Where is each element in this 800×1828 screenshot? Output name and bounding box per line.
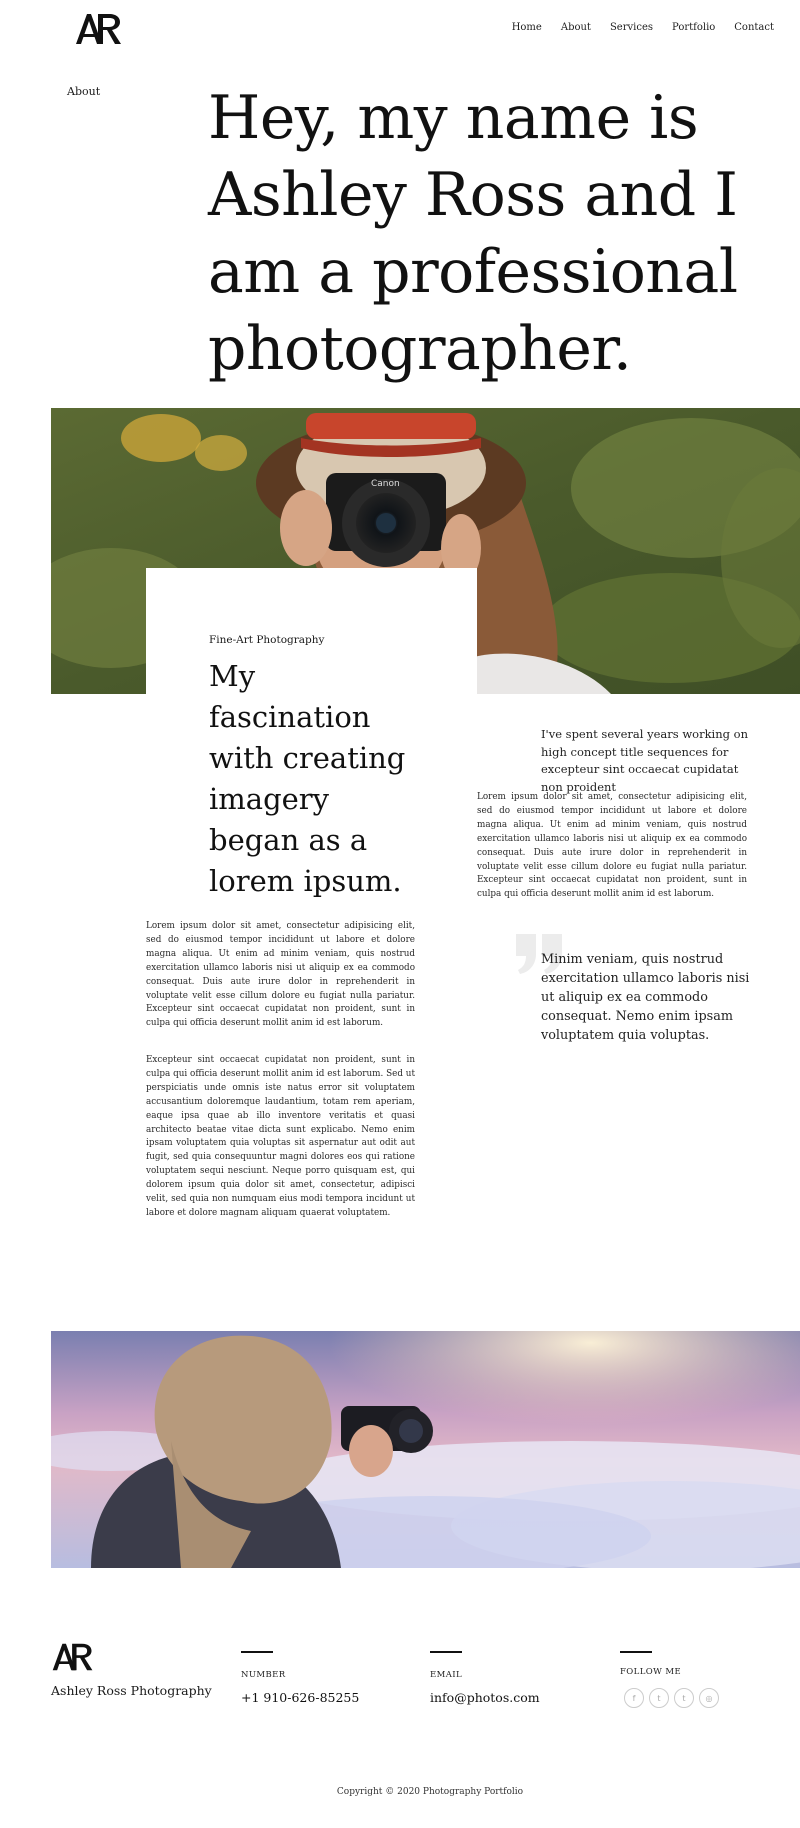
nav-home[interactable]: Home bbox=[511, 22, 542, 33]
footer-divider bbox=[241, 1651, 273, 1653]
footer-divider bbox=[430, 1651, 462, 1653]
logo[interactable] bbox=[76, 12, 122, 46]
footer-logo[interactable] bbox=[51, 1642, 95, 1672]
section-label: About bbox=[67, 85, 101, 98]
social-links bbox=[624, 1688, 719, 1708]
facebook-icon[interactable]: f bbox=[624, 1688, 644, 1708]
follow-label: FOLLOW ME bbox=[620, 1667, 682, 1677]
footer-divider bbox=[620, 1651, 652, 1653]
email-label: EMAIL bbox=[430, 1670, 463, 1680]
main-nav bbox=[512, 22, 774, 33]
nav-services[interactable]: Services bbox=[609, 22, 653, 33]
eyebrow: Fine-Art Photography bbox=[209, 634, 325, 646]
right-paragraph: Lorem ipsum dolor sit amet, consectetur adipisicing elit, sed do eiusmod tempor incididunt ut labore et dolore magna aliqua. Ut enim ad minim veniam, quis nostrud exercitation ullamco laboris nisi ut aliquip ex ea commodo consequat. Duis aute irure dolor in reprehenderit in voluptate velit esse cillum dolore eu fugiat nulla pariatur. Excepteur sint occaecat cupidatat non proident, sunt in culpa qui officia deserunt mollit anim id est laborum. bbox=[477, 792, 747, 900]
hero-title: Hey, my name is Ashley Ross and I am a professional photographer. bbox=[208, 83, 738, 384]
svg-text:Canon: Canon bbox=[371, 479, 400, 489]
phone-number[interactable]: +1 910-626-85255 bbox=[241, 1690, 360, 1705]
subheading: My fascination with creating imagery began as a lorem ipsum. bbox=[209, 659, 406, 898]
nav-contact[interactable]: Contact bbox=[734, 22, 774, 33]
lead-text: I've spent several years working on high concept title sequences for excepteur sint occaecat cupidatat non proident bbox=[541, 727, 748, 794]
nav-portfolio[interactable]: Portfolio bbox=[672, 22, 716, 33]
copyright: Copyright © 2020 Photography Portfolio bbox=[336, 1787, 524, 1797]
tumblr-icon[interactable]: t bbox=[674, 1688, 694, 1708]
twitter-icon[interactable]: t bbox=[649, 1688, 669, 1708]
body-paragraph-1: Lorem ipsum dolor sit amet, consectetur adipisicing elit, sed do eiusmod tempor incididunt ut labore et dolore magna aliqua. Ut enim ad minim veniam, quis nostrud exercitation ullamco laboris nisi ut aliquip ex ea commodo consequat. Duis aute irure dolor in reprehenderit in voluptate velit esse cillum dolore eu fugiat nulla pariatur. Excepteur sint occaecat cupidatat non proident, sunt in culpa qui officia deserunt mollit anim id est laborum. bbox=[146, 921, 415, 1029]
pull-quote: Minim veniam, quis nostrud exercitation ullamco laboris nisi ut aliquip ex ea commodo consequat. Nemo enim ipsam voluptatem quia voluptas. bbox=[541, 952, 750, 1043]
footer-brand: Ashley Ross Photography bbox=[51, 1683, 212, 1698]
clouds-photo bbox=[51, 1331, 800, 1568]
email-address[interactable]: info@photos.com bbox=[430, 1690, 540, 1705]
body-paragraph-2: Excepteur sint occaecat cupidatat non proident, sunt in culpa qui officia deserunt mollit anim id est laborum. Sed ut perspiciatis unde omnis iste natus error sit voluptatem accusantium doloremque laudantium, totam rem aperiam, eaque ipsa quae ab illo inventore veritatis et quasi architecto beatae vitae dicta sunt explicabo. Nemo enim ipsam voluptatem quia voluptas sit aspernatur aut odit aut fugit, sed quia consequuntur magni dolores eos qui ratione voluptatem sequi nesciunt. Neque porro quisquam est, qui dolorem ipsum quia dolor sit amet, consectetur, adipisci velit, sed quia non numquam eius modi tempora incidunt ut labore et dolore magnam aliquam quaerat voluptatem. bbox=[146, 1055, 415, 1218]
number-label: NUMBER bbox=[241, 1670, 286, 1680]
dribbble-icon[interactable]: ◎ bbox=[699, 1688, 719, 1708]
nav-about[interactable]: About bbox=[560, 22, 591, 33]
